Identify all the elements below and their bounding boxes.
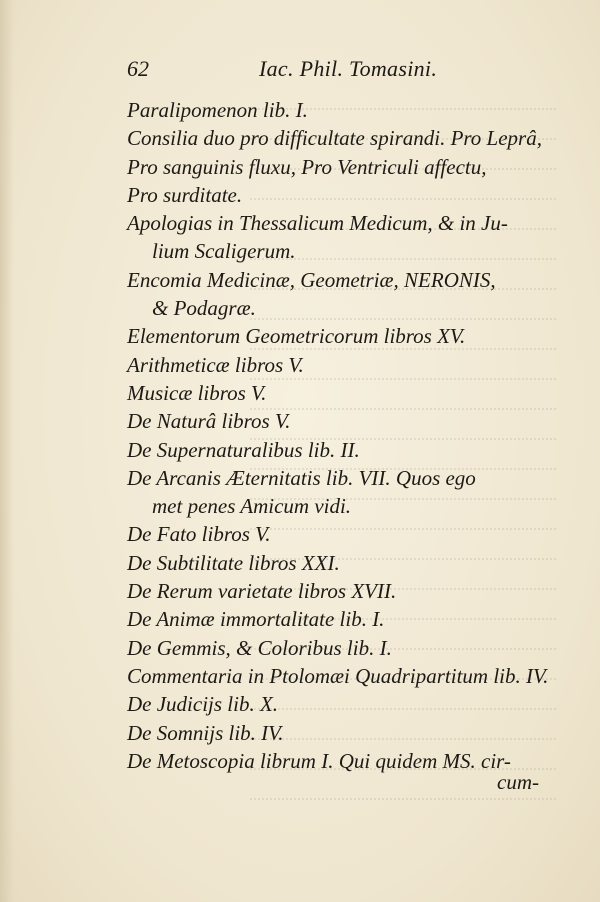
text-line: Elementorum Geometricorum libros XV. [127,324,466,349]
text-line: Pro sanguinis fluxu, Pro Ventriculi affectu, [127,154,487,179]
text-line: De Gemmis, & Coloribus lib. I. [127,635,392,660]
catchword: cum- [497,770,539,794]
text-line: Paralipomenon lib. I. [127,98,308,122]
text-line: De Naturâ libros V. [127,409,291,434]
running-head: Iac. Phil. Tomasini. [259,56,438,81]
text-line: Pro surditate. [127,182,243,207]
text-line: De Judicijs lib. X. [127,692,279,717]
text-line: De Fato libros V. [127,522,271,547]
text-line: & Podagræ. [152,296,256,321]
text-line: Commentaria in Ptolomæi Quadripartitum lib. IV. [127,663,549,688]
text-line: met penes Amicum vidi. [152,494,352,519]
page-number: 62 [127,56,149,81]
text-line: De Supernaturalibus lib. II. [127,437,360,462]
page-header [127,56,560,86]
text-line: De Arcanis Æternitatis lib. VII. Quos ego [127,465,476,490]
text-line: Musicæ libros V. [127,380,267,405]
text-line: De Subtilitate libros XXI. [127,550,340,575]
text-line: Encomia Medicinæ, Geometriæ, NERONIS, [127,267,496,292]
text-line: De Somnijs lib. IV. [127,720,284,745]
text-line: De Metoscopia librum I. Qui quidem MS. cir- [127,748,511,773]
text-line: Consilia duo pro difficultate spirandi. Pro Leprâ, [127,126,542,151]
text-line: De Animæ immortalitate lib. I. [127,607,385,632]
text-line: De Rerum varietate libros XVII. [127,579,397,604]
bibliography-list [127,96,570,775]
gutter-shadow [0,0,14,902]
text-line: Apologias in Thessalicum Medicum, & in Ju- [127,211,508,236]
text-line: lium Scaligerum. [152,239,296,264]
text-line: Arithmeticæ libros V. [127,352,304,377]
